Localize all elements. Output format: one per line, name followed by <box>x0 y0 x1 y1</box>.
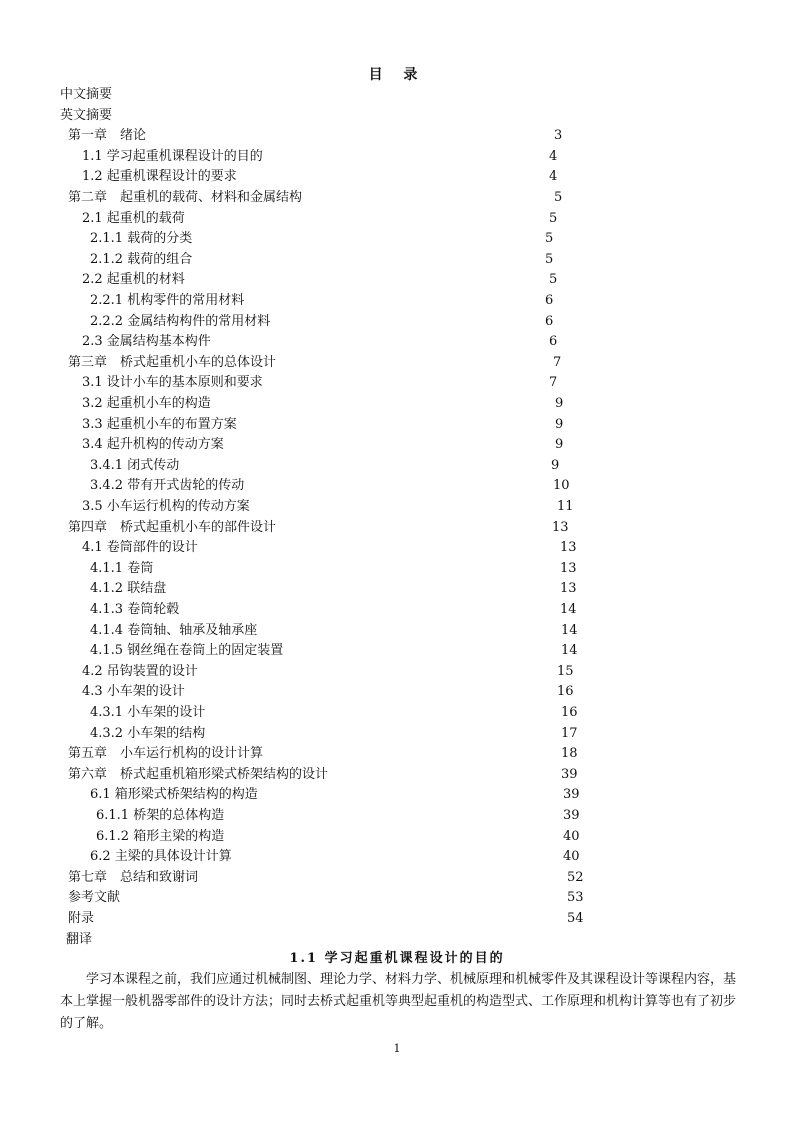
section-heading: 1.1 学习起重机课程设计的目的 <box>289 951 505 966</box>
toc-entry-label: 6.1.1 桥架的总体构造 <box>96 808 225 823</box>
toc-entry-page: 14 <box>561 643 578 659</box>
toc-entry-label: 3.1 设计小车的基本原则和要求 <box>82 375 263 391</box>
toc-entry-page: 5 <box>554 190 563 205</box>
toc-entry-label: 3.3 起重机小车的布置方案 <box>82 416 237 432</box>
toc-entry-label: 4.1.3 卷筒轮毂 <box>90 602 180 617</box>
toc-entry-label: 第二章 起重机的载荷、材料和金属结构 <box>68 190 303 205</box>
toc-entry-page: 5 <box>549 272 558 288</box>
toc-entry-page: 18 <box>561 746 578 762</box>
toc-entry-label: 6.1 箱形梁式桥架结构的构造 <box>90 787 258 803</box>
toc-entry-page: 13 <box>560 560 577 576</box>
toc-title: 目 录 <box>368 67 426 83</box>
toc-entry-page: 6 <box>545 313 554 329</box>
toc-entry-label: 2.1.1 载荷的分类 <box>90 231 193 247</box>
toc-entry-label: 翻译 <box>66 931 93 947</box>
toc-entry-page: 53 <box>567 890 584 906</box>
toc-entry-label: 第一章 绪论 <box>68 128 147 144</box>
toc-entry-label: 1.2 起重机课程设计的要求 <box>82 169 237 185</box>
toc-entry-page: 14 <box>561 622 578 638</box>
toc-entry-page: 7 <box>549 375 558 391</box>
toc-entry-page: 10 <box>553 478 570 494</box>
toc-entry-label: 3.5 小车运行机构的传动方案 <box>82 499 250 514</box>
toc-entry-label: 2.2.2 金属结构构件的常用材料 <box>90 313 271 329</box>
body-paragraph: 学习本课程之前，我们应通过机械制图、理论力学、材料力学、机械原理和机械零件及其课程设计等课程内容，基本上掌握一般机器零部件的设计方法；同时去桥式起重机等典型起重机的构造型式、工作原理和机构计算等也有了初步的了解。 <box>60 972 737 1031</box>
toc-entry-page: 54 <box>567 911 584 926</box>
toc-entry-page: 52 <box>567 869 584 885</box>
toc-entry-page: 9 <box>555 437 564 453</box>
toc-entry-label: 2.2 起重机的材料 <box>82 272 185 288</box>
toc-entry-page: 6 <box>545 293 554 308</box>
toc-entry-label: 第七章 总结和致谢词 <box>68 869 199 885</box>
toc-entry-label: 2.1 起重机的载荷 <box>82 210 185 226</box>
toc-entry-page: 39 <box>563 787 580 803</box>
toc-entry-label: 2.3 金属结构基本构件 <box>82 334 211 350</box>
toc-entry-page: 13 <box>560 581 577 597</box>
toc-entry-page: 16 <box>557 684 574 700</box>
toc-entry-page: 11 <box>557 499 574 514</box>
toc-entry-label: 2.1.2 载荷的组合 <box>90 251 193 267</box>
toc-entry-label: 4.1.5 钢丝绳在卷筒上的固定装置 <box>90 643 284 659</box>
toc-entry-page: 39 <box>563 808 580 823</box>
toc-entry-label: 1.1 学习起重机课程设计的目的 <box>82 148 263 164</box>
toc-entry-page: 9 <box>555 396 564 411</box>
toc-entry-label: 3.2 起重机小车的构造 <box>82 396 211 411</box>
toc-entry-label: 6.1.2 箱形主梁的构造 <box>96 828 225 844</box>
toc-entry-page: 5 <box>549 210 558 226</box>
toc-entry-label: 中文摘要 <box>60 87 113 102</box>
toc-entry-page: 17 <box>561 725 578 741</box>
toc-entry-label: 4.1.2 联结盘 <box>90 581 167 597</box>
toc-entry-label: 第六章 桥式起重机箱形梁式桥架结构的设计 <box>68 766 329 782</box>
toc-entry-label: 6.2 主梁的具体设计计算 <box>90 849 232 865</box>
toc-entry-page: 9 <box>555 416 564 432</box>
toc-entry-page: 16 <box>561 705 578 720</box>
toc-entry-page: 14 <box>560 602 577 617</box>
toc-entry-label: 4.3 小车架的设计 <box>82 684 185 700</box>
toc-entry-page: 9 <box>551 457 560 473</box>
toc-entry-page: 15 <box>557 663 574 679</box>
toc-entry-page: 13 <box>552 519 569 535</box>
toc-entry-page: 6 <box>549 334 558 350</box>
toc-entry-page: 4 <box>549 169 558 185</box>
toc-entry-label: 4.1.1 卷筒 <box>90 560 154 576</box>
page-number: 1 <box>393 1042 401 1055</box>
toc-entry-label: 4.3.2 小车架的结构 <box>90 725 206 741</box>
toc-entry-label: 第三章 桥式起重机小车的总体设计 <box>68 354 277 370</box>
toc-entry-label: 4.1.4 卷筒轴、轴承及轴承座 <box>90 622 258 638</box>
toc-entry-page: 4 <box>549 148 558 164</box>
toc-entry-label: 附录 <box>68 911 95 926</box>
toc-entry-label: 4.2 吊钩装置的设计 <box>82 663 198 679</box>
toc-entry-label: 3.4.2 带有开式齿轮的传动 <box>90 478 245 494</box>
toc-entry-page: 40 <box>563 828 580 844</box>
toc-entry-label: 第四章 桥式起重机小车的部件设计 <box>68 519 277 535</box>
toc-entry-page: 7 <box>553 354 562 370</box>
toc-entry-label: 英文摘要 <box>60 107 113 123</box>
toc-entry-page: 13 <box>560 540 577 556</box>
toc-entry-page: 5 <box>545 231 554 247</box>
toc-entry-page: 40 <box>563 849 580 865</box>
toc-entry-page: 3 <box>554 128 563 144</box>
toc-entry-label: 4.3.1 小车架的设计 <box>90 705 206 720</box>
toc-entry-label: 3.4.1 闭式传动 <box>90 457 180 473</box>
toc-entry-label: 第五章 小车运行机构的设计计算 <box>68 746 264 762</box>
toc-entry-label: 4.1 卷筒部件的设计 <box>82 540 198 556</box>
toc-entry-label: 3.4 起升机构的传动方案 <box>82 437 224 453</box>
toc-entry-label: 2.2.1 机构零件的常用材料 <box>90 293 245 308</box>
toc-entry-page: 39 <box>561 766 578 782</box>
toc-entry-label: 参考文献 <box>68 890 121 906</box>
toc-entry-page: 5 <box>545 251 554 267</box>
